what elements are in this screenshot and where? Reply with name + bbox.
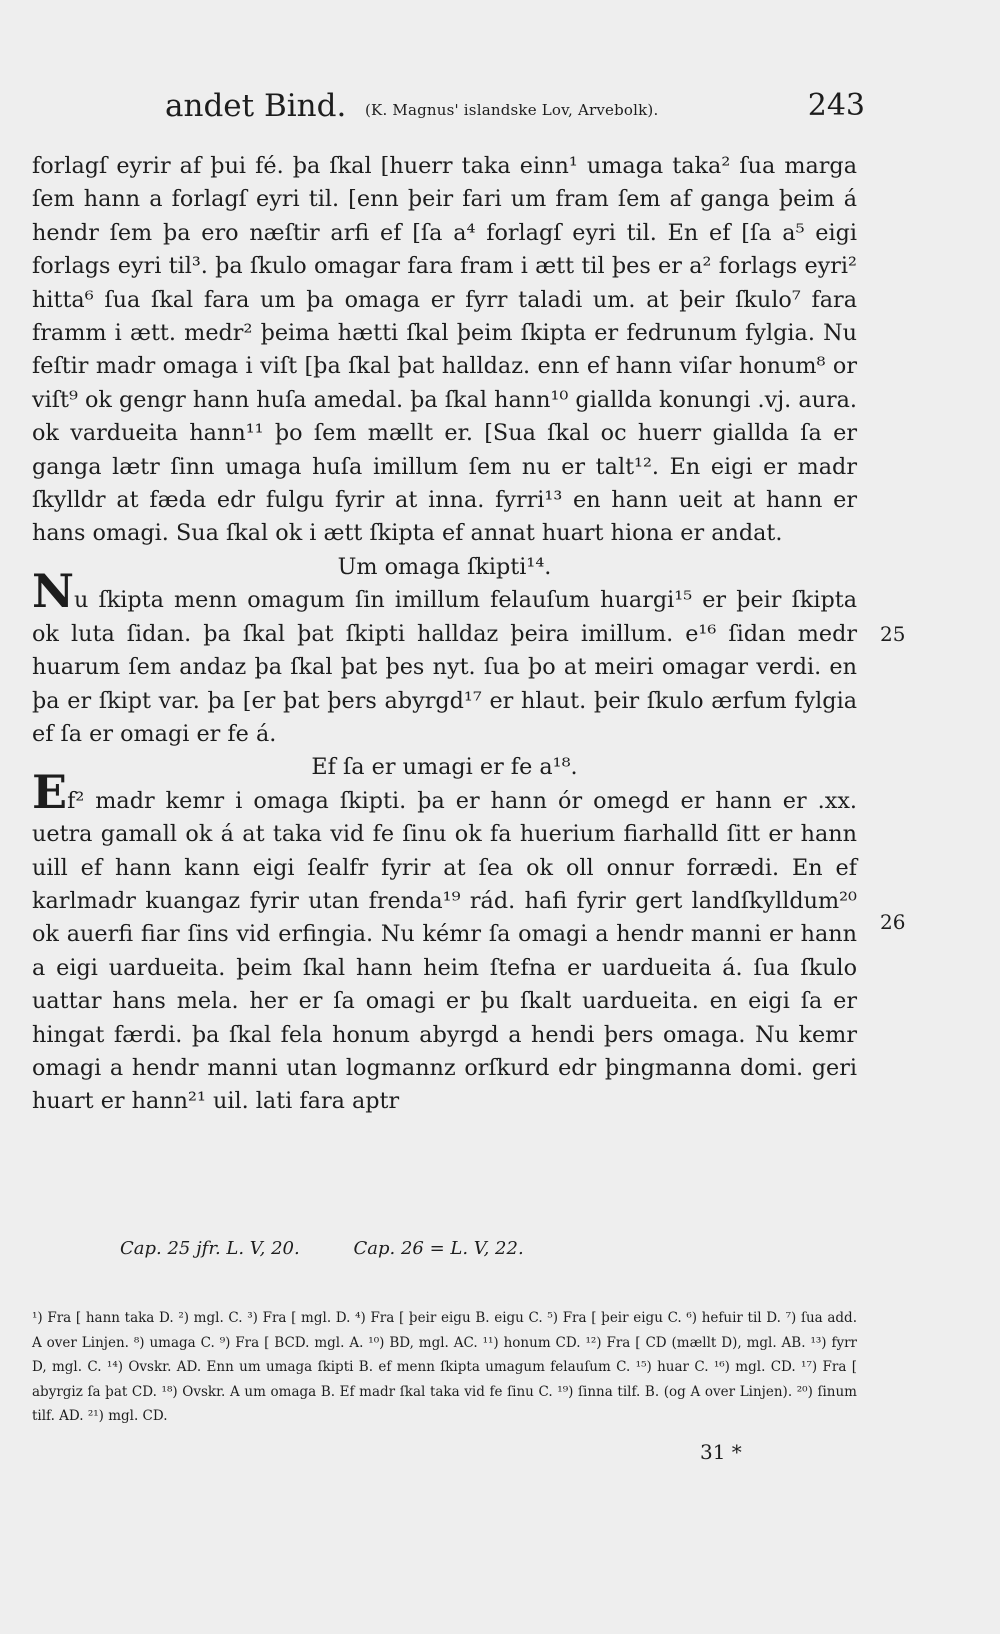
running-header	[165, 88, 865, 132]
paragraph-text: u ſkipta menn omagum ſin imillum felauſum huargi¹⁵ er þeir ſkipta ok luta ſidan. þa ſkal þat ſkipti halldaz þeira imillum. e¹⁶ ſidan medr huarum ſem andaz þa ſkal þat þes nyt. ſua þo at meiri omagar verdi. en þa er ſkipt var. þa [er þat þers abyrgd¹⁷ er hlaut. þeir ſkulo ærfum fylgia ef ſa er omagi er fe á.	[32, 587, 857, 747]
page-number: 243	[807, 88, 865, 123]
reference: Cap. 26 = L. V, 22.	[353, 1238, 524, 1259]
signature-mark: 31 *	[700, 1440, 742, 1464]
reference: Cap. 25 jfr. L. V, 20.	[120, 1238, 300, 1259]
chapter-heading-26: Ef ſa er umagi er fe a¹⁸.	[311, 754, 578, 781]
running-title: andet Bind.	[165, 88, 347, 124]
drop-cap: E	[32, 764, 68, 819]
margin-chapter-number: 25	[880, 622, 906, 646]
drop-cap: N	[32, 564, 75, 619]
margin-chapter-number: 26	[880, 910, 906, 934]
paragraph-continuation: forlagſ eyrir af þui fé. þa ſkal [huerr taka einn¹ umaga taka² ſua marga ſem hann a forlagſ eyri til. [enn þeir fari um fram ſem af ganga þeim á hendr ſem þa ero næſtir arfi ef [ſa a⁴ forlagſ eyri til. En ef [ſa a⁵ eigi forlags eyri til³. þa ſkulo omagar fara fram i ætt til þes er a² forlags eyri² hitta⁶ ſua ſkal fara um þa omaga er fyrr taladi um. at þeir ſkulo⁷ fara framm i ætt. medr² þeima hætti ſkal þeim ſkipta er fedrunum fylgia. Nu feſtir madr omaga i viſt [þa ſkal þat halldaz. enn ef hann viſar honum⁸ or viſt⁹ ok gengr hann huſa amedal. þa ſkal hann¹⁰ giallda konungi .vj. aura. ok vardueita hann¹¹ þo ſem mællt er. [Sua ſkal oc huerr giallda ſa er ganga lætr ſinn umaga huſa imillum ſem nu er talt¹². En eigi er madr ſkylldr at fæda edr fulgu fyrir at inna. fyrri¹³ en hann ueit at hann er hans omagi. Sua ſkal ok i ætt ſkipta ef annat huart hiona er andat.	[32, 153, 858, 547]
chapter-heading-25: Um omaga ſkipti¹⁴.	[337, 553, 552, 580]
chapter-references	[120, 1238, 572, 1259]
main-text	[32, 150, 857, 1119]
paragraph-text: f² madr kemr i omaga ſkipti. þa er hann ór omegd er hann er .xx. uetra gamall ok á at taka vid fe ſinu ok fa huerium fiarhalld ſitt er hann uill ef hann kann eigi ſealfr fyrir at ſea ok oll onnur forrædi. En ef karlmadr kuangaz fyrir utan frenda¹⁹ rád. hafi fyrir gert landſkylldum²⁰ ok auerfi fiar ſins vid erfingia. Nu kémr ſa omagi a hendr manni er hann a eigi uardueita. þeim ſkal hann heim ſtefna er uardueita á. ſua ſkulo uattar hans mela. her er ſa omagi er þu ſkalt uardueita. en eigi ſa er hingat færdi. þa ſkal fela honum abyrgd a hendi þers omaga. Nu kemr omagi a hendr manni utan logmannz orſkurd edr þingmanna domi. geri huart er hann²¹ uil. lati fara aptr	[32, 787, 857, 1115]
footnotes: ¹) Fra [ hann taka D. ²) mgl. C. ³) Fra [ mgl. D. ⁴) Fra [ þeir eigu B. eigu C. ⁵) Fra [ þeir eigu C. ⁶) hefuir til D. ⁷) ſua add. A over Linjen. ⁸) umaga C. ⁹) Fra [ BCD. mgl. A. ¹⁰) BD, mgl. AC. ¹¹) honum CD. ¹²) Fra [ CD (mællt D), mgl. AB. ¹³) fyrr D, mgl. C. ¹⁴) Ovskr. AD. Enn um umaga ſkipti B. ef menn ſkipta umagum felauſum C. ¹⁵) huar C. ¹⁶) mgl. CD. ¹⁷) Fra [ abyrgiz ſa þat CD. ¹⁸) Ovskr. A um omaga B. Ef madr ſkal taka vid fe ſinu C. ¹⁹) ſinna tilf. B. (og A over Linjen). ²⁰) ſinum tilf. AD. ²¹) mgl. CD.	[32, 1310, 857, 1424]
running-subtitle: (K. Magnus' islandske Lov, Arvebolk).	[365, 101, 659, 119]
